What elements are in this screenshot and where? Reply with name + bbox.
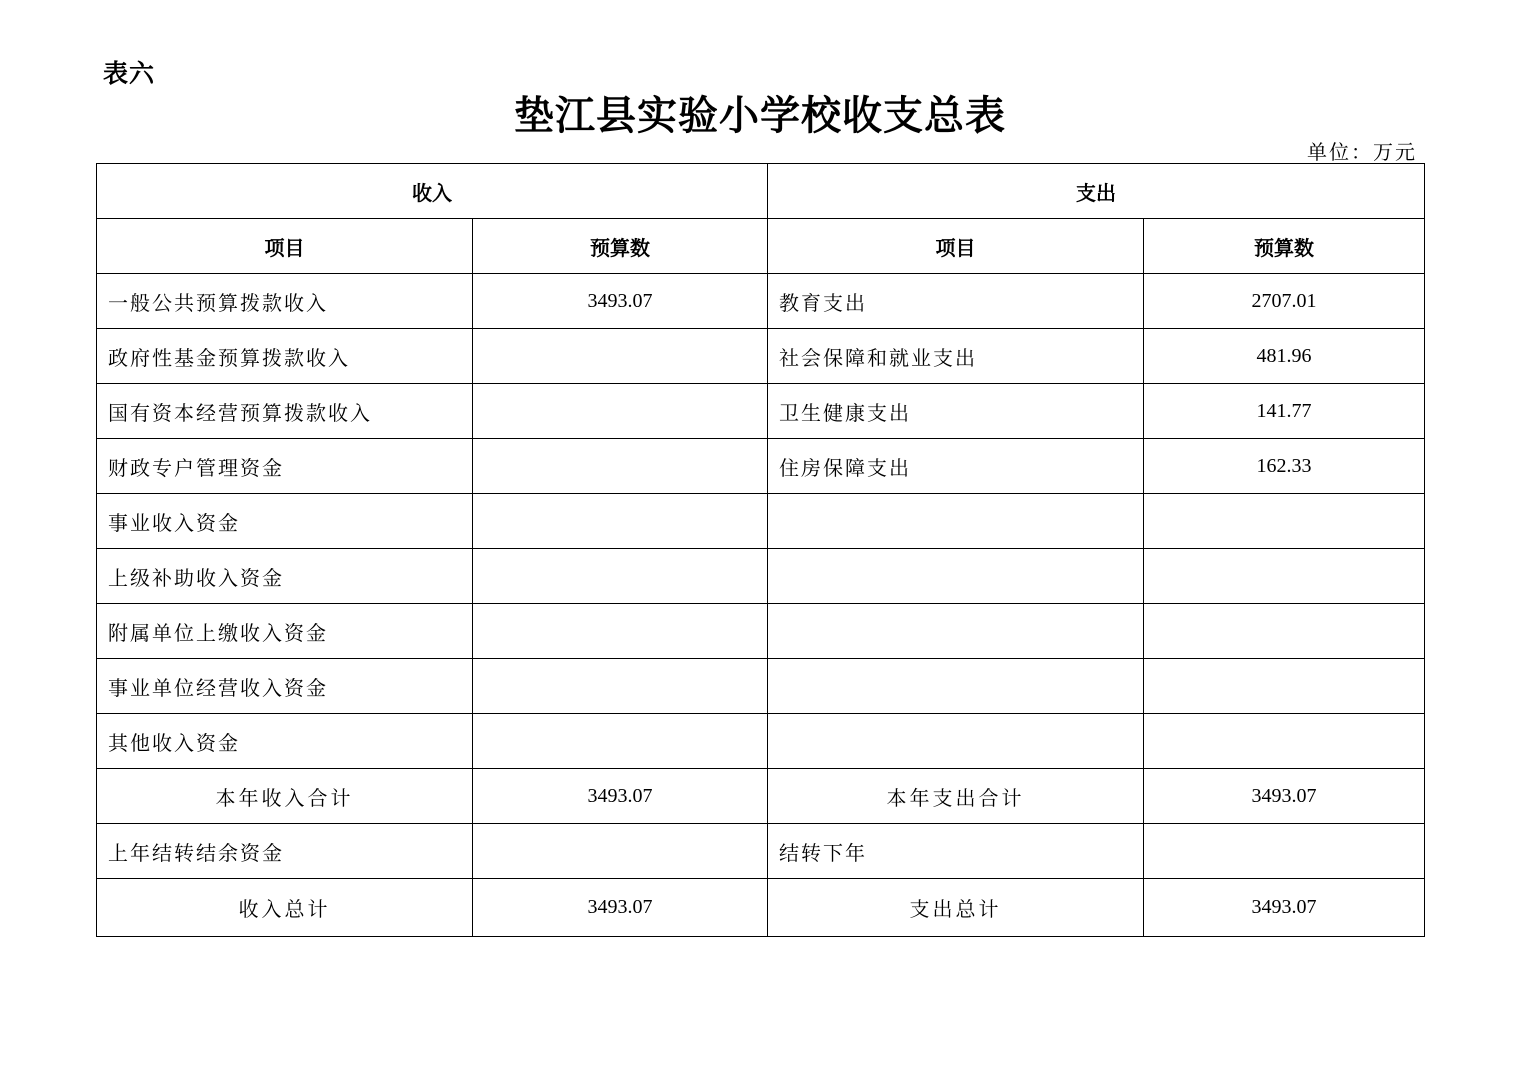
expense-item (768, 549, 1144, 604)
expense-value (1144, 604, 1425, 659)
income-value: 3493.07 (473, 274, 768, 329)
table-row (97, 494, 1425, 549)
expense-value: 481.96 (1144, 329, 1425, 384)
expense-item: 教育支出 (768, 274, 1144, 329)
expense-value (1144, 714, 1425, 769)
budget-table-body (97, 164, 1425, 937)
carryover-row (97, 824, 1425, 879)
expense-section-header: 支出 (768, 164, 1425, 219)
income-item: 政府性基金预算拨款收入 (97, 329, 473, 384)
expense-grand-total-value: 3493.07 (1144, 879, 1425, 937)
section-header-row (97, 164, 1425, 219)
table-row (97, 384, 1425, 439)
income-value (473, 549, 768, 604)
table-row (97, 549, 1425, 604)
expense-value: 162.33 (1144, 439, 1425, 494)
income-section-header: 收入 (97, 164, 768, 219)
income-item: 附属单位上缴收入资金 (97, 604, 473, 659)
unit-note: 单位：万元 (1307, 140, 1417, 164)
table-row (97, 439, 1425, 494)
income-item: 事业单位经营收入资金 (97, 659, 473, 714)
income-item: 财政专户管理资金 (97, 439, 473, 494)
table-row (97, 659, 1425, 714)
income-grand-total-label: 收入总计 (97, 879, 473, 937)
table-row (97, 329, 1425, 384)
income-item-column-header: 项目 (97, 219, 473, 274)
expense-item (768, 494, 1144, 549)
expense-budget-column-header: 预算数 (1144, 219, 1425, 274)
income-budget-column-header: 预算数 (473, 219, 768, 274)
expense-carryover-label: 结转下年 (768, 824, 1144, 879)
page-title: 垫江县实验小学校收支总表 (514, 92, 1006, 139)
expense-value: 2707.01 (1144, 274, 1425, 329)
income-item: 上级补助收入资金 (97, 549, 473, 604)
income-year-total-label: 本年收入合计 (97, 769, 473, 824)
expense-value (1144, 659, 1425, 714)
expense-item (768, 659, 1144, 714)
income-value (473, 714, 768, 769)
income-item: 国有资本经营预算拨款收入 (97, 384, 473, 439)
expense-value: 141.77 (1144, 384, 1425, 439)
expense-item (768, 604, 1144, 659)
table-label: 表六 (103, 59, 156, 88)
expense-year-total-label: 本年支出合计 (768, 769, 1144, 824)
budget-table (96, 163, 1425, 937)
table-row (97, 604, 1425, 659)
income-value (473, 439, 768, 494)
expense-value (1144, 494, 1425, 549)
grand-total-row (97, 879, 1425, 937)
expense-item: 卫生健康支出 (768, 384, 1144, 439)
table-row (97, 714, 1425, 769)
expense-item: 社会保障和就业支出 (768, 329, 1144, 384)
expense-carryover-value (1144, 824, 1425, 879)
income-value (473, 329, 768, 384)
expense-year-total-value: 3493.07 (1144, 769, 1425, 824)
income-value (473, 494, 768, 549)
table-row (97, 274, 1425, 329)
income-item: 事业收入资金 (97, 494, 473, 549)
expense-item-column-header: 项目 (768, 219, 1144, 274)
income-carryover-label: 上年结转结余资金 (97, 824, 473, 879)
income-grand-total-value: 3493.07 (473, 879, 768, 937)
expense-grand-total-label: 支出总计 (768, 879, 1144, 937)
income-value (473, 604, 768, 659)
income-item: 其他收入资金 (97, 714, 473, 769)
income-value (473, 384, 768, 439)
expense-item: 住房保障支出 (768, 439, 1144, 494)
year-total-row (97, 769, 1425, 824)
income-carryover-value (473, 824, 768, 879)
income-value (473, 659, 768, 714)
column-header-row (97, 219, 1425, 274)
expense-value (1144, 549, 1425, 604)
income-year-total-value: 3493.07 (473, 769, 768, 824)
income-item: 一般公共预算拨款收入 (97, 274, 473, 329)
expense-item (768, 714, 1144, 769)
